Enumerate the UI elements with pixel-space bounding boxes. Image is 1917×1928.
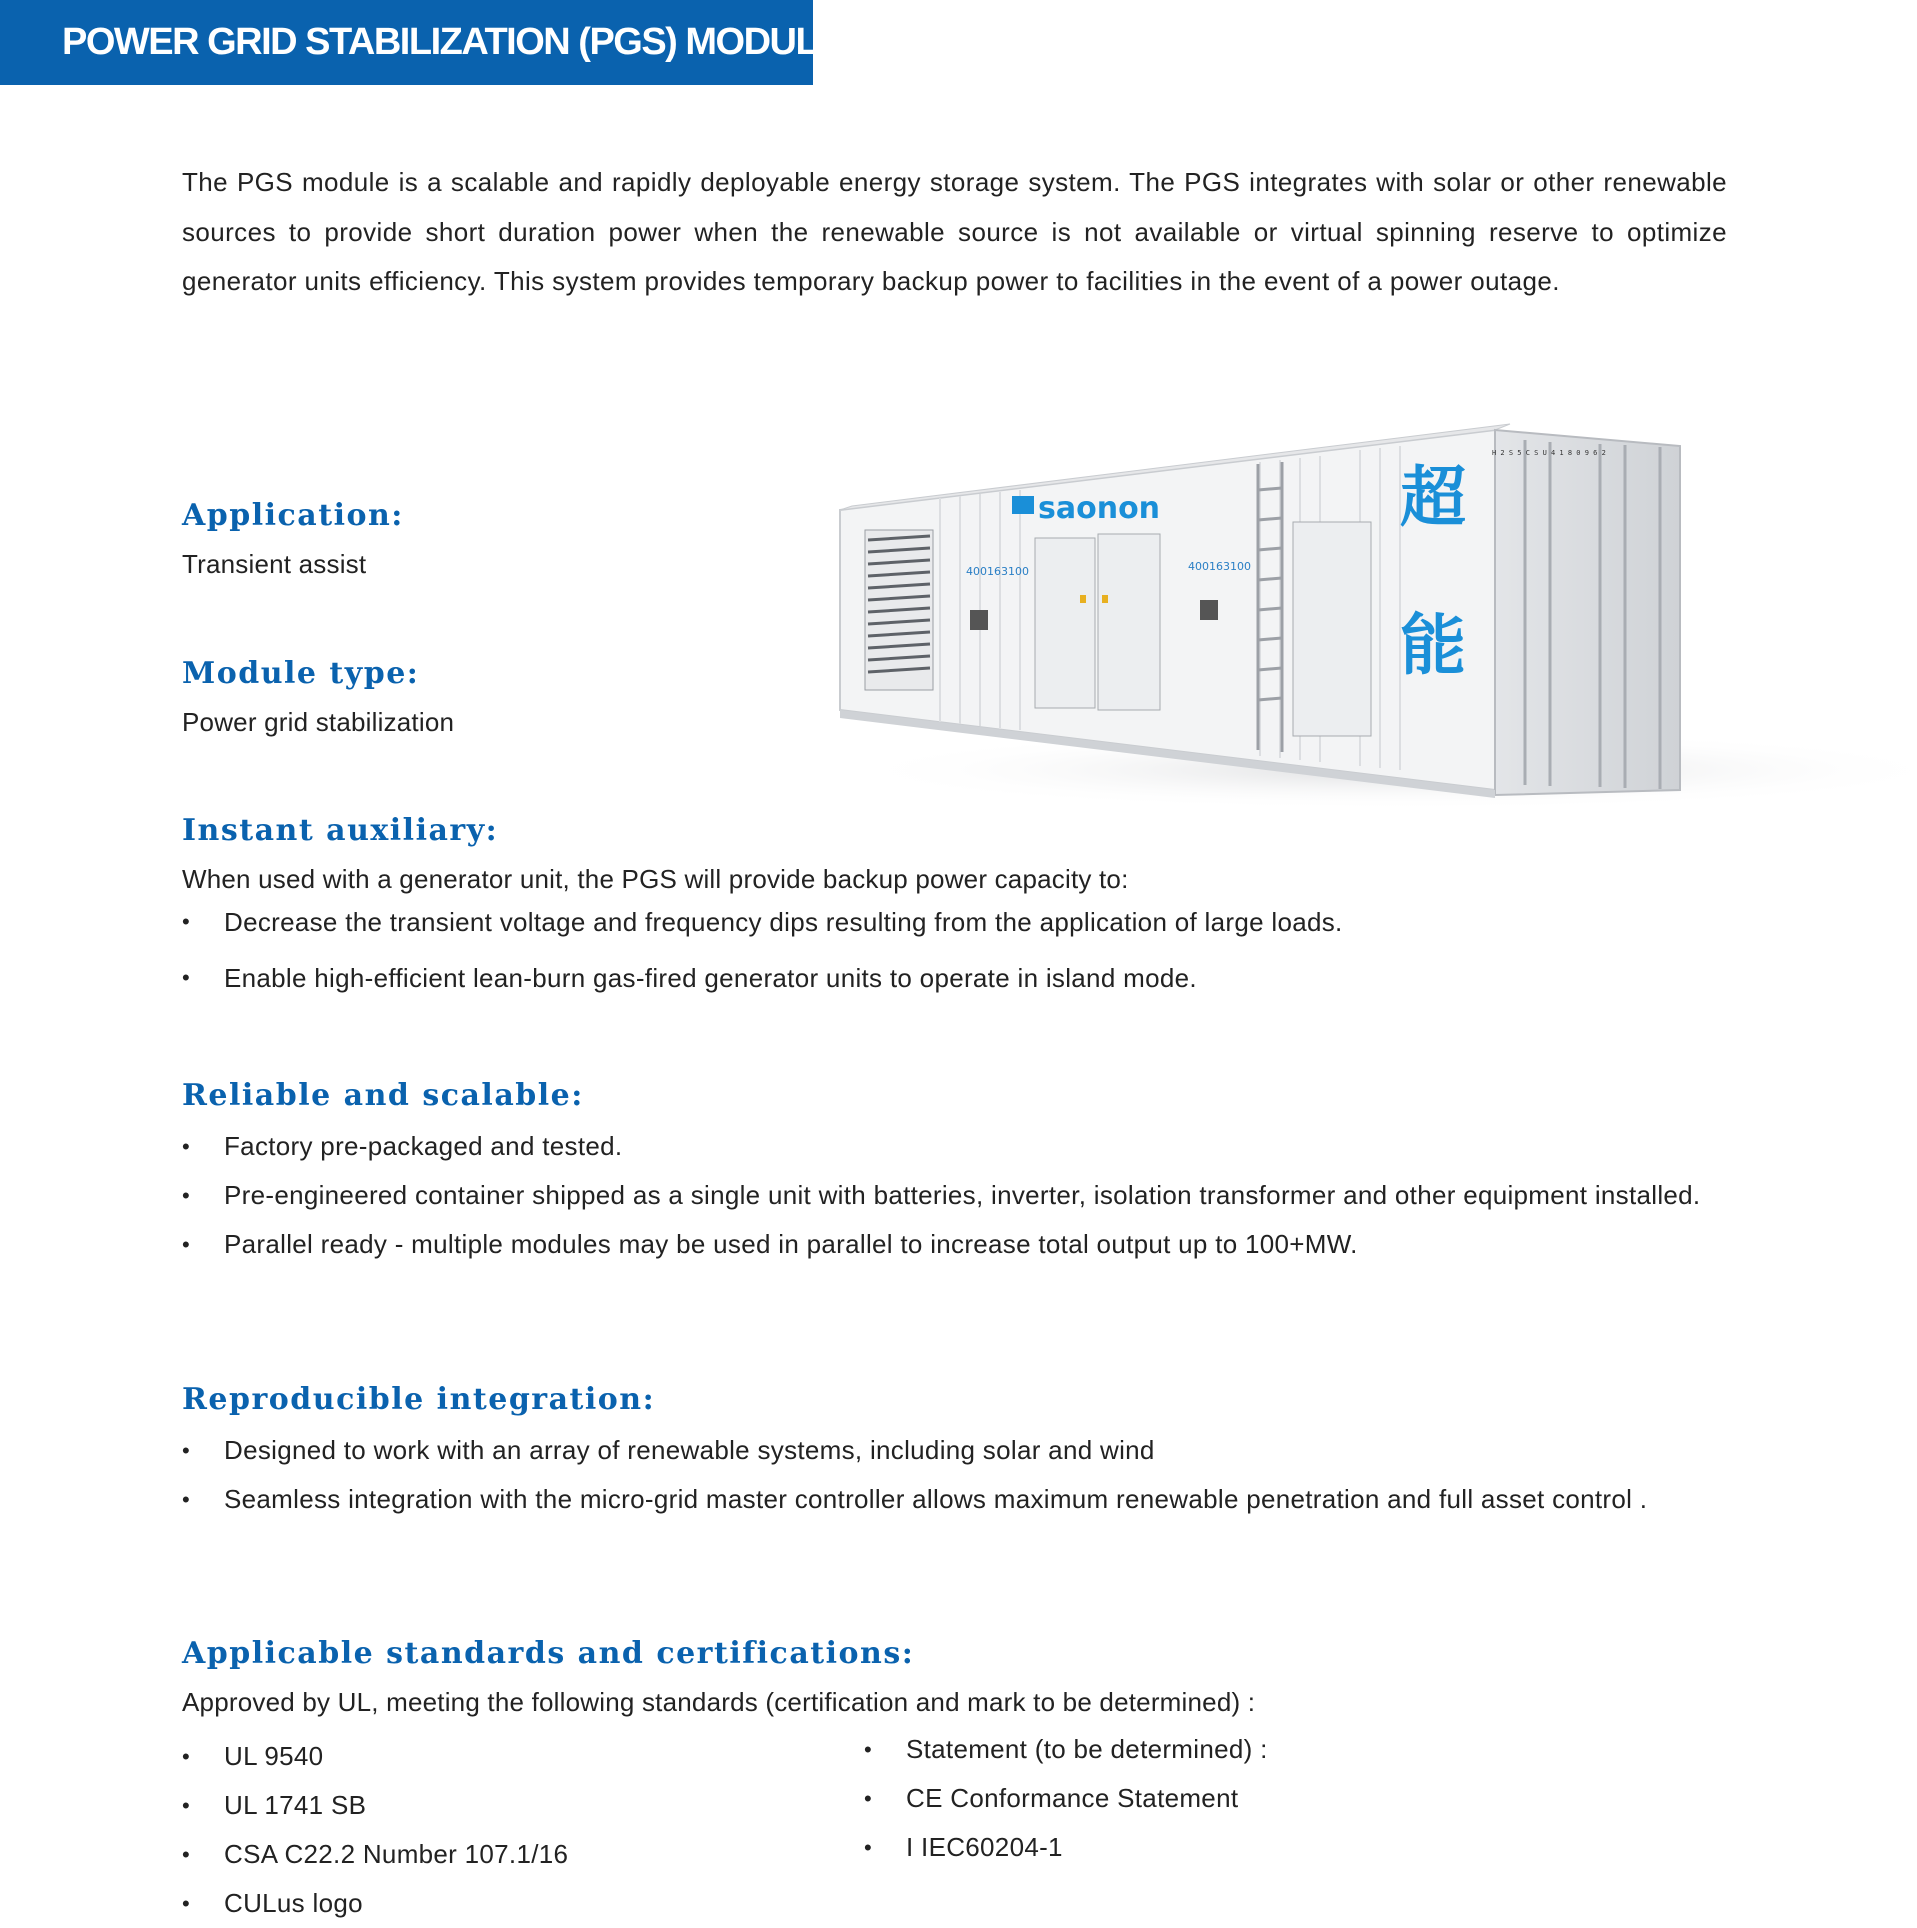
standards-left-list — [182, 1732, 822, 1928]
reliable-heading: Reliable and scalable: — [182, 1078, 584, 1113]
list-item: • CULus logo — [182, 1888, 363, 1918]
module-type-section — [182, 654, 1727, 739]
vertical-code: H 2 S 5 C S U 4 1 8 0 9 6 2 — [1492, 449, 1606, 457]
instant-auxiliary-heading: Instant auxiliary: — [182, 813, 499, 848]
list-item: • Decrease the transient voltage and frequency dips resulting from the application of large loads. — [182, 907, 1343, 937]
list-item: • UL 1741 SB — [182, 1790, 367, 1820]
standards-heading: Applicable standards and certifications: — [182, 1636, 915, 1671]
application-heading: Application: — [182, 498, 404, 533]
reproducible-heading: Reproducible integration: — [182, 1382, 656, 1417]
brand-char-2: 能 — [1400, 607, 1466, 684]
list-item: • UL 9540 — [182, 1741, 324, 1771]
reproducible-section — [182, 1380, 1727, 1524]
application-text: Transient assist — [182, 549, 367, 579]
list-item: • CSA C22.2 Number 107.1/16 — [182, 1839, 569, 1869]
instant-auxiliary-section — [182, 811, 1727, 998]
list-item: • Seamless integration with the micro-grid master controller allows maximum renewable penetration and full asset control . — [182, 1484, 1648, 1514]
list-item: • CE Conformance Statement — [864, 1783, 1239, 1813]
standards-intro: Approved by UL, meeting the following standards (certification and mark to be determined) : — [182, 1687, 1256, 1717]
list-item: • Factory pre-packaged and tested. — [182, 1131, 623, 1161]
panel-number: 400163100 — [1188, 560, 1251, 573]
module-type-text: Power grid stabilization — [182, 707, 455, 737]
list-item: • Enable high-efficient lean-burn gas-fired generator units to operate in island mode. — [182, 963, 1197, 993]
standards-right-list — [864, 1725, 1464, 1872]
reliable-section — [182, 1076, 1727, 1269]
list-item: • Parallel ready - multiple modules may be used in parallel to increase total output up to 100+MW. — [182, 1229, 1358, 1259]
list-item: • Designed to work with an array of renewable systems, including solar and wind — [182, 1435, 1155, 1465]
page-title: POWER GRID STABILIZATION (PGS) MODULE — [0, 0, 813, 85]
brand-char-1: 超 — [1400, 459, 1466, 536]
list-item: • Pre-engineered container shipped as a single unit with batteries, inverter, isolation transformer and other equipment installed. — [182, 1180, 1701, 1210]
instant-auxiliary-intro: When used with a generator unit, the PGS will provide backup power capacity to: — [182, 864, 1129, 894]
container-product-image — [780, 410, 1917, 810]
svg-text:400163100: 400163100 — [966, 565, 1029, 578]
intro-paragraph: The PGS module is a scalable and rapidly deployable energy storage system. The PGS integrates with solar or other renewable sources to provide short duration power when the renewable source is not available or virtual spinning reserve to optimize generator units efficiency. This system provides temporary backup power to facilities in the event of a power outage. — [182, 167, 1727, 296]
brand-logo: saonon — [1038, 491, 1161, 526]
application-section — [182, 496, 1727, 581]
module-type-heading: Module type: — [182, 656, 420, 691]
list-item: • Statement (to be determined) : — [864, 1734, 1268, 1764]
standards-section — [182, 1634, 1727, 1920]
list-item: • I IEC60204-1 — [864, 1832, 1063, 1862]
